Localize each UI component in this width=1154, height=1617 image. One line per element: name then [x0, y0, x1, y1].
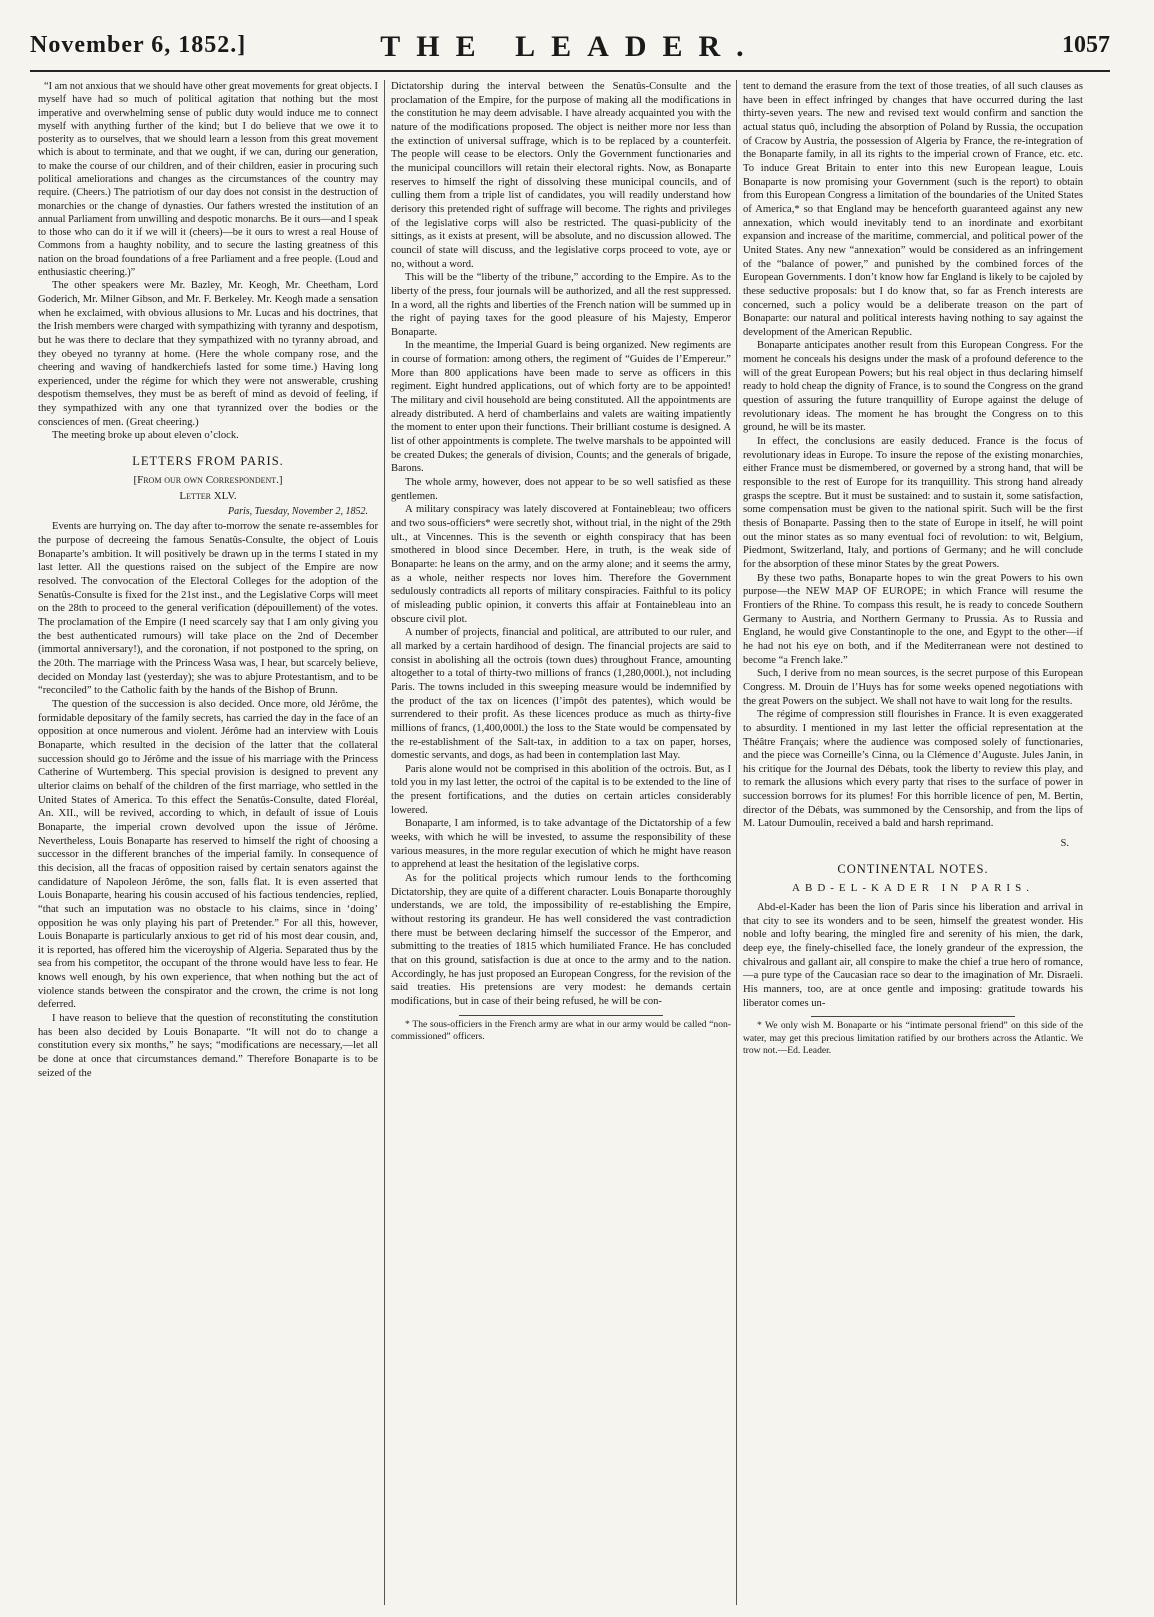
byline: [From our own Correspondent.]	[133, 474, 283, 487]
paragraph: The other speakers were Mr. Bazley, Mr. Keogh, Mr. Cheetham, Lord Goderich, Mr. Milner Gibson, and Mr. F. Berkeley. Mr. Keogh made a sensation when he exclaimed, with obvious allusions to Mr. Lucas and his doctrines, that the Irish members were charged with sympathizing with tyranny and despotism, but he was there to declare that they sympathized with no tyranny abroad, and they obeyed no tyranny at home. (Here the whole company rose, and the cheering and waving of handkerchiefs lasted for some time.) Having long experienced, under the régime for which they were not answerable, crushing despotism themselves, they must be as bereft of mind as devoid of feeling, if they sympathized with any one that tyrannized over the bodies or the consciences of men. (Great cheering.)	[38, 280, 378, 428]
column-divider	[736, 80, 737, 1605]
footnote-rule	[811, 1016, 1015, 1017]
paragraph: A number of projects, financial and political, are attributed to our ruler, and all marked by a certain hardihood of design. The financial projects are said to consist in abolishing all the octrois (town dues) throughout France, amounting altogether to a total of thirty-two millions of francs (1,280,000l.), not including Paris. The towns included in this sweeping measure would be indemnified by the product of the tax on licences (l’impôt des patentes), which would be surrendered to their profit. As these licences produce as much as thirty-five millions of francs, (1,400,000l.) the loss to the State would be compensated by the re-establishment of the Salt-tax, in addition to a tax on paper, horses, domestic servants, and dogs, as had been in contemplation last May.	[391, 627, 731, 762]
issue-date: November 6, 1852.]	[30, 32, 247, 58]
section-heading: LETTERS FROM PARIS.	[132, 454, 284, 469]
paragraph: Such, I derive from no mean sources, is the secret purpose of this European Congress. M. Drouin de l’Huys has for some weeks opened negotiations with the great Powers on the subject. We shall not have to wait long for the results.	[743, 668, 1083, 707]
masthead-rule	[30, 70, 1110, 72]
column-2	[391, 80, 731, 1610]
paragraph: In effect, the conclusions are easily deduced. France is the focus of revolutionary ideas in Europe. To insure the repose of the existing monarchies, either France must be dismembered, or governed by a strong hand, that will be responsible to the rest of Europe for its tranquillity. This strong hand already grasps the sceptre. But it must be sustained: and to sustain it, some satisfaction, some compensation must be given to the national spirit. Such will be the first thesis of Bonaparte. Passing then to the state of Europe in itself, he will point out the minor states as so many eventual foci of revolution: to wit, Belgium, Piedmont, Switzerland, Italy, and portions of Germany; and he will conclude for the absorption of these minor States by the great Powers.	[743, 436, 1083, 570]
footnote-rule	[459, 1015, 663, 1016]
column-3	[743, 80, 1083, 1610]
newspaper-title: THE LEADER.	[380, 30, 760, 63]
letter-number: Letter XLV.	[179, 490, 237, 503]
paragraph: As for the political projects which rumour lends to the forthcoming Dictatorship, they are quite of a different character. Louis Bonaparte thoroughly understands, we are told, the impossibility of re-establishing the Empire, without restoring its grandeur. He has well considered the vast contradiction there must be between declaring himself the successor of the Emperor, and submitting to the treaties of 1815 which humiliated France. He has concluded that on this ground, satisfaction is due at once to the army and to the nation. Accordingly, he has just proposed an European Congress, for the revision of the said treaties. His pretensions are very modest: he demands certain modifications, but in case of their being refused, he will be con-	[391, 873, 731, 1007]
paragraph: The meeting broke up about eleven o’clock.	[52, 430, 239, 442]
paragraph: Paris alone would not be comprised in this abolition of the octrois. But, as I told you in my last letter, the octroi of the capital is to be extended to the line of the present fortifications, and the duties on certain articles considerably lowered.	[391, 763, 731, 816]
paragraph: In the meantime, the Imperial Guard is being organized. New regiments are in course of formation: among others, the regiment of “Guides de l’Empereur.” More than 800 applications have been made to serve as officers in this regiment. Eight hundred applications, out of which forty are to be appointed! The military and civil household are being constituted. All the appointments are already distributed. A herd of chamberlains and valets are waiting impatiently the moment to enter upon their functions. Their brilliant costume is designed. A list of other appointments is complete. The twelve marshals to be appointed will be created Dukes; the generals of division, Counts; and the generals of brigade, Barons.	[391, 340, 731, 475]
column-divider	[384, 80, 385, 1605]
signature: S.	[1060, 838, 1069, 850]
paragraph: Events are hurrying on. The day after to-morrow the senate re-assembles for the purpose of decreeing the famous Senatûs-Consulte, the object of Louis Bonaparte’s ambition. It will positively be drawn up in the terms I stated in my last letter. All the questions raised on the subject of the Empire are now resolved. The convocation of the Electoral Colleges for the adoption of the Senatûs-Consulte is fixed for the 21st inst., and the Legislative Corps will meet on the 28th to proceed to the general verification (dépouillement) of the votes. The proclamation of the Empire (I need scarcely say that I am only giving you the best authenticated rumours) will take place on the 2nd of December (immortal anniversary!), and the coronation, if not postponed to the spring, on the 20th. The marriage with the Princess Wasa was, I hear, but scarcely believe, decided on Monday last (yesterday); she was to abjure Protestantism, and to be “reconciled” to the Catholic faith by the hands of the Bishop of Brunn.	[38, 521, 378, 697]
footnote: * The sous-officiers in the French army are what in our army would be called “non-commissioned” officers.	[391, 1018, 731, 1042]
paragraph: By these two paths, Bonaparte hopes to win the great Powers to his own purpose—the NEW MAP OF EUROPE; in which France will resume the Frontiers of the Rhine. To compass this result, he is ready to concede Southern Germany to Austria, and Northern Germany to Prussia. As to Russia and England, he would give Constantinople to the one, and Egypt to the other—if he had not his eye on both, and if the Mediterranean were not destined to become “a French lake.”	[743, 572, 1083, 666]
paragraph: “I am not anxious that we should have other great movements for great objects. I myself have had so much of political agitation that nothing but the most imperative and overwhelming sense of public duty would induce me to connect myself with anything further of the kind; but I do believe that we owe it to posterity as to ourselves, that we should learn a lesson from this great movement which is about to terminate, and that we ought, if we can, during our generation, to make the course of our children, and of their children, easier in procuring such political ameliorations and changes as the circumstances of the country may require. (Cheers.) The patriotism of our day does not consist in the destruction of monarchies or the change of dynasties. Our fathers wrested the institution of an annual Parliament from unwilling and despotic monarchs. Be it ours—and I speak to those who can do it if we will it (cheers)—be it ours to wrest a real House of Commons from a haughty nobility, and to secure the lasting greatness of this nation on the broad foundations of a free Parliament and a free people. (Loud and enthusiastic cheering.)”	[38, 81, 378, 278]
paragraph: Bonaparte anticipates another result from this European Congress. For the moment he conceals his designs under the mask of a profound deference to the will of the great European Powers; but his real object in thus declaring himself ready to hold cheap the dignity of France, is to sound the Congress on the grand question of assuring the future tranquillity of Europe against the deluge of revolutionary ideas. The moment he has brought the Congress on to this ground, he will be its master.	[743, 340, 1083, 434]
page-number: 1057	[1062, 32, 1110, 58]
subheading: ABD-EL-KADER IN PARIS.	[792, 881, 1034, 894]
paragraph: tent to demand the erasure from the text of those treaties, of all such clauses as have been in effect infringed by changes that have occurred during the last thirty-seven years. The new and revised text would confirm and sanction the actual status quô, including the absorption of Poland by Russia, the occupation of Cracow by Austria, the possession of Algeria by France, the re-integration of the Bonaparte family, in all its rights to the imperial crown of France, etc. etc. To induce Great Britain to enter into this new European league, Louis Bonaparte is now promising your Government (such is the report) to obtain from this European Congress a limitation of the boundaries of the United States of America,* so that England may be henceforth guaranteed against any new annexation, which would inevitably tend to an inordinate and exorbitant expansion and increase of the maritime, commercial, and political power of the United States. Any new “annexation” would be considered as an infringement of the “balance of power,” and punished by the combined forces of the European Governments. I don’t know how far England is likely to be cajoled by these seductive proposals: but I do know that, so far as French interests are concerned, such a policy would be a deliberate treason on the part of Bonaparte: our natural and political interests having nothing to say against the development of the American Republic.	[743, 81, 1083, 338]
paragraph: The question of the succession is also decided. Once more, old Jérôme, the formidable depositary of the family secrets, has carried the day in the face of an opposition at once numerous and violent. Jérôme had an interview with Louis Bonaparte, which resulted in the decision of the latter that the collateral succession should go to Jérôme and the issue of his marriage with the Princess Catherine of Wurtemberg. This special provision is designed to prevent any ulterior claims on behalf of the children of the first marriage, who settled in the United States of America. To this effect the Senatûs-Consulte, dated Floréal, An. XII., will be revived, according to which, in default of issue of Louis Bonaparte, the imperial crown devolved upon the issue of Jérôme. Nevertheless, Louis Bonaparte has reserved to himself the right of choosing a successor in the different branches of the imperial family. In consequence of this decision, all the fracas of opposition raised by certain senators against the candidature of Napoleon Jérôme, the son, falls flat. It is even asserted that Louis Bonaparte, hearing his cousin accused of his factious tendencies, replied, “that such an imputation was no obstacle to his claims, since in ‘doing’ opposition he was only playing his part of Pretender.” For all this, however, Louis Bonaparte is particularly anxious to get rid of his most dear cousin, and, it is reported, has offered him the viceroyship of Algeria. Separated thus by the sea from his competitor, the occupant of the throne would have less to fear. He knows well enough, by his own experience, that when nothing but the act of violence stands between the conspirator and the crown, the crime is not long deferred.	[38, 699, 378, 1011]
dateline: Paris, Tuesday, November 2, 1852.	[228, 505, 368, 517]
masthead	[30, 28, 1110, 72]
paragraph: Dictatorship during the interval between the Senatûs-Consulte and the proclamation of the Empire, for the purpose of making all the modifications in the constitution he may deem advisable. I have already acquainted you with the nature of the modifications proposed. The object is neither more nor less than the extinction of universal suffrage, which is to be replaced by a counterfeit. The people will cease to be electors. Only the Government functionaries and the municipal councillors will retain their electoral rights. Now, as Bonaparte reserves to himself the right of dissolving these municipal councils, and of culling them from a triple list of candidates, you will readily understand how derisory this pretended right of suffrage will become. The rights and privileges of the legislative corps will also be restricted. The quasi-publicity of the sittings, as it exists at present, will be absolute, and no discussion allowed. The council of state will discuss, and the legislative corps proceed to vote, aye or no, without a word.	[391, 81, 731, 270]
paragraph: I have reason to believe that the question of reconstituting the constitution has been also decided by Louis Bonaparte. “It will not do to change a constitution every six months,” he says; “modifications are necessary,—let all be done at once that circumstances demand.” Therefore Bonaparte is to be seized of the	[38, 1013, 378, 1079]
paragraph: The whole army, however, does not appear to be so well satisfied as these gentlemen.	[391, 477, 731, 502]
section-heading: CONTINENTAL NOTES.	[837, 861, 989, 876]
column-1	[38, 80, 378, 1610]
paragraph: This will be the “liberty of the tribune,” according to the Empire. As to the liberty of the press, four journals will be authorized, and all the rest suppressed. In a word, all the rights and liberties of the French nation will be summed up in the right of paying taxes for the good pleasure of his Majesty, Emperor Bonaparte.	[391, 272, 731, 338]
paragraph: The régime of compression still flourishes in France. It is even exaggerated to absurdity. I mentioned in my last letter the official representation at the Théâtre Français; where the audience was composed solely of functionaries, and the piece was Corneille’s Cinna, ou la Clémence d’Auguste. Jules Janin, in his critique for the Journal des Débats, took the liberty to review this play, and to remark the allusions which every party that rises to the surface of power in succession borrows for its plumes! For this horrible licence of pen, M. Bertin, director of the Débats, was summoned by the Censorship, and from the lips of M. Latour Dumoulin, received a bald and harsh reprimand.	[743, 709, 1083, 830]
paragraph: A military conspiracy was lately discovered at Fontainebleau; two officers and two sous-officiers* were secretly shot, without trial, in the night of the 29th ult., at Vincennes. This is the seventh or eighth conspiracy that has been smothered in blood since December. Here, in truth, is the weak side of Bonaparte: he leans on the army, and on the army alone; and it seems the army, as a whole, neither respects nor loves him. Therefore the Government sedulously contradicts all reports of military conspiracies. Faithful to its policy of misleading public opinion, it converts this affair at Fontainebleau into an obscure civil plot.	[391, 504, 731, 625]
speech-quote	[38, 80, 378, 279]
paragraph: Bonaparte, I am informed, is to take advantage of the Dictatorship of a few weeks, with which he will be invested, to assume the responsibility of these various measures, in the more regular execution of which he might have reason to apprehend at least the hesitation of the legislative corps.	[391, 818, 731, 871]
paragraph: Abd-el-Kader has been the lion of Paris since his liberation and arrival in that city to see its wonders and to be seen, himself the greatest wonder. His noble and lofty bearing, the mingled fire and serenity of his mien, the dark, deep eye, the finely-chiselled face, the lonely grandeur of the expression, the chivalrous and gallant air, all conspire to make the chief a true hero of romance,—a pure type of the Caucasian race so dear to the imagination of Mr. Disraeli. His manners, too, are at once gentle and imposing: gratitude towards his liberator comes un-	[743, 902, 1083, 1009]
footnote: * We only wish M. Bonaparte or his “intimate personal friend” on this side of the water, may get this precious limitation ratified by our brothers across the Atlantic. We trow not.—Ed. Leader.	[743, 1020, 1083, 1057]
